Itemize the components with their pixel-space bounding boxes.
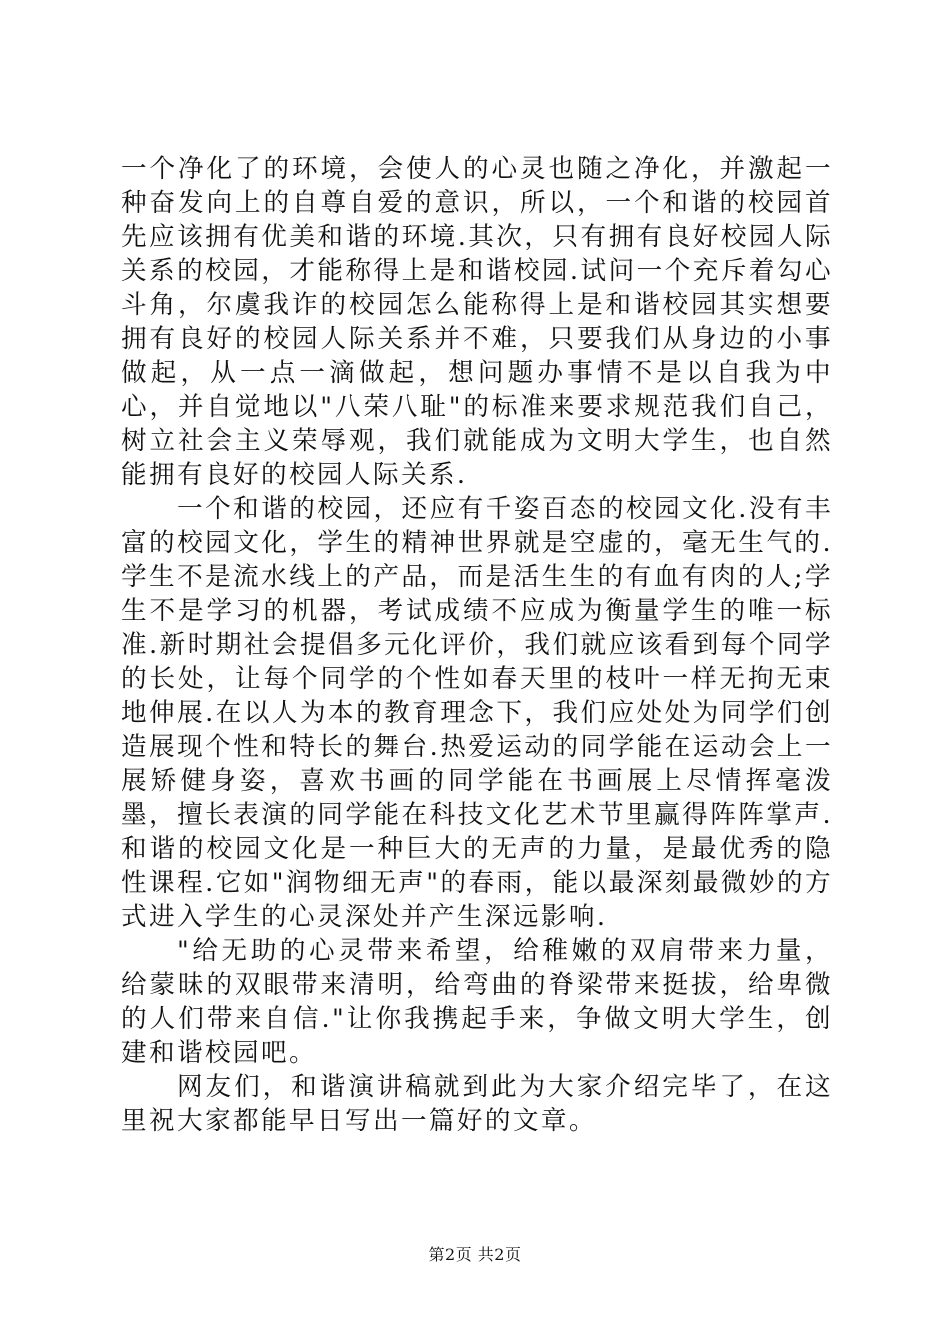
paragraph-1: 一个净化了的环境，会使人的心灵也随之净化，并激起一种奋发向上的自尊自爱的意识，所以，一个和谐的校园首先应该拥有优美和谐的环境.其次，只有拥有良好校园人际关系的校园，才能称得上是和谐校园.试问一个充斥着勾心斗角，尔虞我诈的校园怎么能称得上是和谐校园其实想要拥有良好的校园人际关系并不难，只要我们从身边的小事做起，从一点一滴做起，想问题办事情不是以自我为中心，并自觉地以"八荣八耻"的标准来要求规范我们自己，树立社会主义荣辱观，我们就能成为文明大学生，也自然能拥有良好的校园人际关系. (121, 154, 833, 490)
document-body (121, 152, 833, 1138)
paragraph-3: "给无助的心灵带来希望，给稚嫩的双肩带来力量，给蒙昧的双眼带来清明，给弯曲的脊梁带来挺拔，给卑微的人们带来自信."让你我携起手来，争做文明大学生，创建和谐校园吧。 (121, 936, 833, 1068)
page-number-footer: 第2页 共2页 (428, 1245, 522, 1264)
paragraph-2: 一个和谐的校园，还应有千姿百态的校园文化.没有丰富的校园文化，学生的精神世界就是空虚的，毫无生气的.学生不是流水线上的产品，而是活生生的有血有肉的人;学生不是学习的机器，考试成绩不应成为衡量学生的唯一标准.新时期社会提倡多元化评价，我们就应该看到每个同学的长处，让每个同学的个性如春天里的枝叶一样无拘无束地伸展.在以人为本的教育理念下，我们应处处为同学们创造展现个性和特长的舞台.热爱运动的同学能在运动会上一展矫健身姿，喜欢书画的同学能在书画展上尽情挥毫泼墨，擅长表演的同学能在科技文化艺术节里赢得阵阵掌声.和谐的校园文化是一种巨大的无声的力量，是最优秀的隐性课程.它如"润物细无声"的春雨，能以最深刻最微妙的方式进入学生的心灵深处并产生深远影响. (121, 494, 833, 932)
paragraph-4: 网友们，和谐演讲稿就到此为大家介绍完毕了，在这里祝大家都能早日写出一篇好的文章。 (121, 1072, 833, 1136)
